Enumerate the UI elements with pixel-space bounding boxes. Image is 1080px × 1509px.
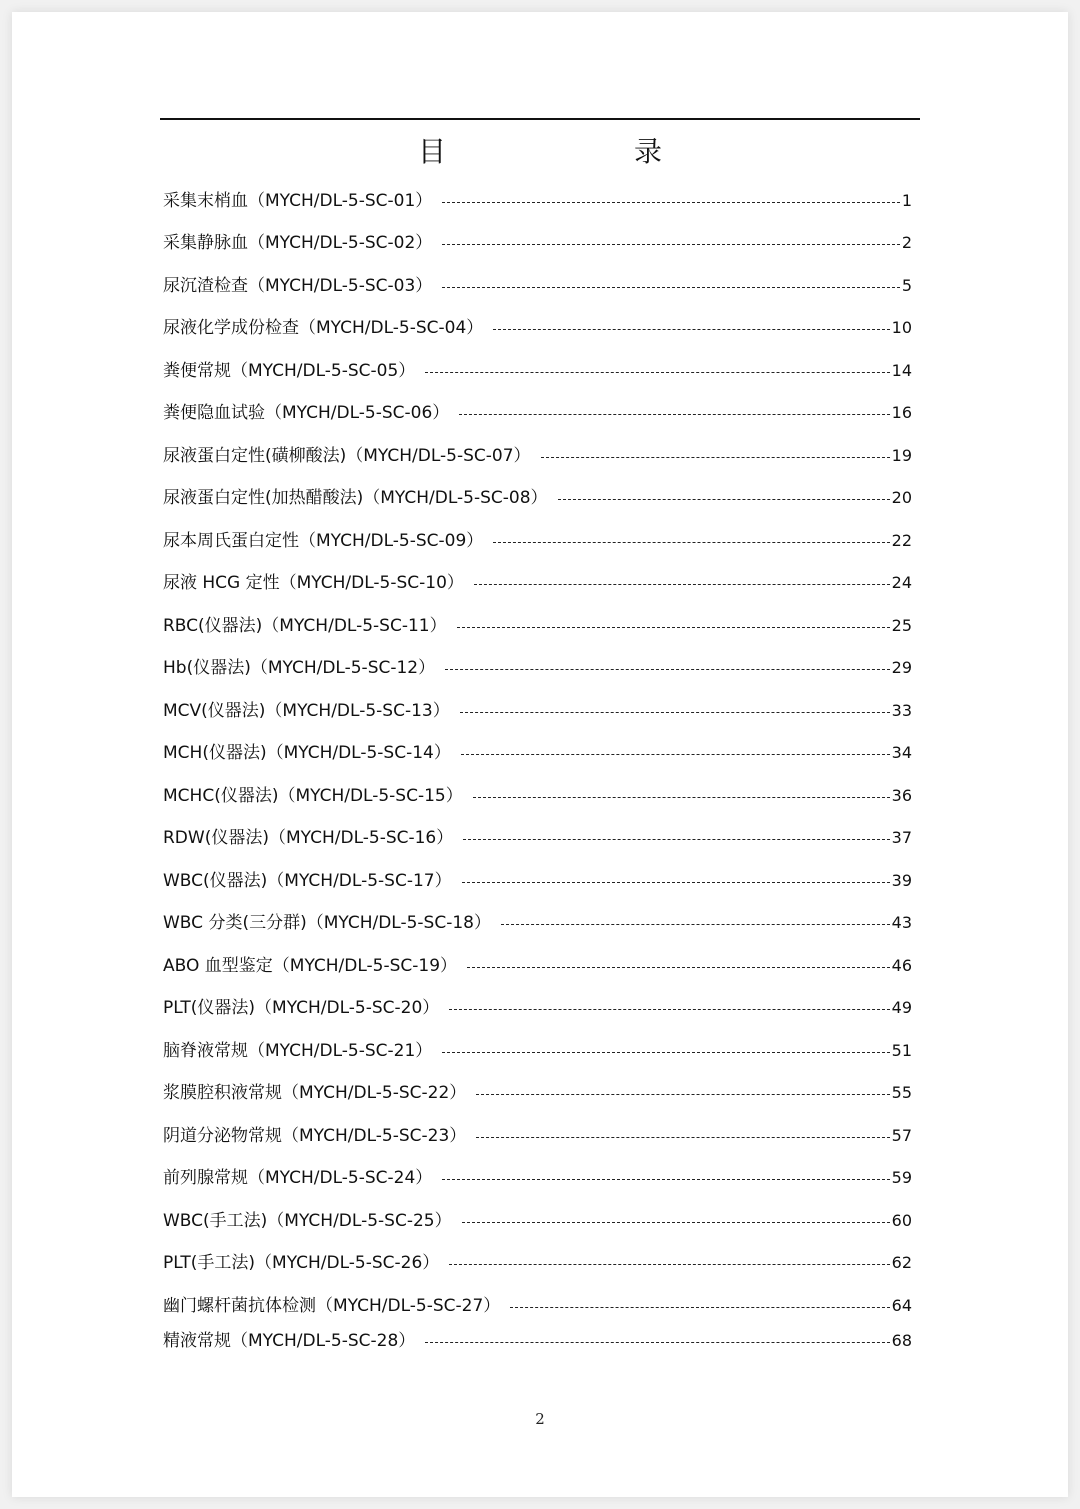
toc-leader [425, 372, 889, 373]
toc-entry-page: 10 [891, 318, 912, 337]
toc-entry[interactable] [163, 313, 912, 343]
toc-leader [449, 1264, 889, 1265]
toc-entry[interactable] [163, 951, 912, 981]
toc-leader [442, 244, 900, 245]
toc-leader [501, 924, 890, 925]
toc-entry-label: 前列腺常规（MYCH/DL-5-SC-24） [163, 1168, 433, 1188]
toc-leader [493, 542, 889, 543]
toc-entry-label: 尿液蛋白定性(磺柳酸法)（MYCH/DL-5-SC-07） [163, 446, 531, 466]
toc-leader [442, 1052, 889, 1053]
toc-entry[interactable] [163, 1163, 912, 1193]
toc-leader [442, 202, 900, 203]
toc-entry-page: 49 [891, 998, 912, 1017]
table-of-contents [163, 0, 912, 1400]
toc-entry[interactable] [163, 526, 912, 556]
toc-entry-page: 51 [891, 1041, 912, 1060]
toc-entry-label: PLT(手工法)（MYCH/DL-5-SC-26） [163, 1253, 440, 1273]
toc-leader [457, 627, 890, 628]
toc-leader [460, 712, 890, 713]
toc-entry[interactable] [163, 1248, 912, 1278]
toc-entry[interactable] [163, 993, 912, 1023]
toc-entry[interactable] [163, 1078, 912, 1108]
toc-leader [493, 329, 889, 330]
toc-entry[interactable] [163, 611, 912, 641]
toc-entry[interactable] [163, 781, 912, 811]
toc-entry-label: 尿液化学成份检查（MYCH/DL-5-SC-04） [163, 318, 484, 338]
toc-entry-label: WBC 分类(三分群)（MYCH/DL-5-SC-18） [163, 913, 491, 933]
toc-entry[interactable] [163, 1121, 912, 1151]
toc-heading-char-1: 目 [418, 135, 447, 168]
toc-entry[interactable] [163, 186, 912, 216]
toc-entry-page: 19 [891, 446, 912, 465]
toc-entry[interactable] [163, 441, 912, 471]
toc-leader [462, 1222, 890, 1223]
toc-leader [445, 669, 890, 670]
toc-entry[interactable] [163, 271, 912, 301]
toc-entry-label: 幽门螺杆菌抗体检测（MYCH/DL-5-SC-27） [163, 1296, 501, 1316]
toc-entry-page: 46 [891, 956, 912, 975]
toc-entry[interactable] [163, 398, 912, 428]
toc-entry-label: 采集末梢血（MYCH/DL-5-SC-01） [163, 191, 433, 211]
toc-entry-label: 尿沉渣检查（MYCH/DL-5-SC-03） [163, 276, 433, 296]
toc-entry-label: ABO 血型鉴定（MYCH/DL-5-SC-19） [163, 956, 458, 976]
toc-entry-label: WBC(仪器法)（MYCH/DL-5-SC-17） [163, 871, 452, 891]
toc-entry-label: MCH(仪器法)（MYCH/DL-5-SC-14） [163, 743, 451, 763]
toc-entry-label: RDW(仪器法)（MYCH/DL-5-SC-16） [163, 828, 454, 848]
toc-entry-page: 34 [891, 743, 912, 762]
toc-entry-label: Hb(仪器法)（MYCH/DL-5-SC-12） [163, 658, 436, 678]
toc-entry-page: 1 [901, 191, 912, 210]
toc-entry[interactable] [163, 356, 912, 386]
toc-entry-label: MCHC(仪器法)（MYCH/DL-5-SC-15） [163, 786, 463, 806]
toc-entry[interactable] [163, 1206, 912, 1236]
toc-entry-page: 36 [891, 786, 912, 805]
toc-entry[interactable] [163, 866, 912, 896]
toc-entry[interactable] [163, 653, 912, 683]
toc-leader [467, 967, 890, 968]
toc-entry[interactable] [163, 483, 912, 513]
toc-entry-page: 16 [891, 403, 912, 422]
toc-entry-label: 尿液蛋白定性(加热醋酸法)（MYCH/DL-5-SC-08） [163, 488, 548, 508]
toc-entry-page: 2 [901, 233, 912, 252]
toc-entry-label: 脑脊液常规（MYCH/DL-5-SC-21） [163, 1041, 433, 1061]
toc-entry[interactable] [163, 696, 912, 726]
toc-leader [473, 797, 890, 798]
toc-leader [541, 457, 890, 458]
toc-entry-page: 39 [891, 871, 912, 890]
toc-leader [449, 1009, 889, 1010]
toc-leader [442, 287, 900, 288]
toc-entry[interactable] [163, 1036, 912, 1066]
toc-entry-page: 25 [891, 616, 912, 635]
toc-leader [463, 839, 889, 840]
toc-entry-label: PLT(仪器法)（MYCH/DL-5-SC-20） [163, 998, 440, 1018]
toc-leader [459, 414, 889, 415]
toc-entry-label: RBC(仪器法)（MYCH/DL-5-SC-11） [163, 616, 447, 636]
page-number: 2 [535, 1410, 545, 1428]
toc-entry-page: 20 [891, 488, 912, 507]
toc-entry-page: 68 [891, 1331, 912, 1350]
toc-entry-page: 29 [891, 658, 912, 677]
toc-leader [476, 1137, 889, 1138]
toc-entry-page: 33 [891, 701, 912, 720]
toc-entry-label: 尿液 HCG 定性（MYCH/DL-5-SC-10） [163, 573, 464, 593]
toc-heading-char-2: 录 [634, 135, 663, 168]
toc-entry-label: 浆膜腔积液常规（MYCH/DL-5-SC-22） [163, 1083, 467, 1103]
toc-entry-page: 60 [891, 1211, 912, 1230]
toc-entry-label: 采集静脉血（MYCH/DL-5-SC-02） [163, 233, 433, 253]
toc-entry[interactable] [163, 823, 912, 853]
toc-leader [442, 1179, 889, 1180]
toc-entry-page: 24 [891, 573, 912, 592]
toc-leader [425, 1342, 889, 1343]
toc-entry[interactable] [163, 1291, 912, 1321]
toc-entry-page: 64 [891, 1296, 912, 1315]
toc-entry-page: 59 [891, 1168, 912, 1187]
toc-entry-label: 精液常规（MYCH/DL-5-SC-28） [163, 1331, 416, 1351]
toc-entry[interactable] [163, 908, 912, 938]
toc-entry-label: 粪便隐血试验（MYCH/DL-5-SC-06） [163, 403, 450, 423]
toc-leader [461, 754, 890, 755]
toc-entry-page: 55 [891, 1083, 912, 1102]
toc-entry-label: 阴道分泌物常规（MYCH/DL-5-SC-23） [163, 1126, 467, 1146]
toc-leader [462, 882, 890, 883]
toc-entry-label: 尿本周氏蛋白定性（MYCH/DL-5-SC-09） [163, 531, 484, 551]
toc-entry-page: 57 [891, 1126, 912, 1145]
toc-entry-page: 14 [891, 361, 912, 380]
toc-leader [558, 499, 890, 500]
toc-entry-label: MCV(仪器法)（MYCH/DL-5-SC-13） [163, 701, 450, 721]
toc-entry-page: 22 [891, 531, 912, 550]
toc-entry-page: 43 [891, 913, 912, 932]
toc-entry[interactable] [163, 568, 912, 598]
toc-leader [510, 1307, 889, 1308]
toc-entry-label: WBC(手工法)（MYCH/DL-5-SC-25） [163, 1211, 452, 1231]
toc-entry-label: 粪便常规（MYCH/DL-5-SC-05） [163, 361, 416, 381]
toc-entry[interactable] [163, 738, 912, 768]
toc-entry-page: 37 [891, 828, 912, 847]
toc-entry-page: 5 [901, 276, 912, 295]
toc-entry[interactable] [163, 1326, 912, 1356]
toc-entry[interactable] [163, 228, 912, 258]
toc-leader [476, 1094, 889, 1095]
toc-entry-page: 62 [891, 1253, 912, 1272]
toc-leader [474, 584, 890, 585]
